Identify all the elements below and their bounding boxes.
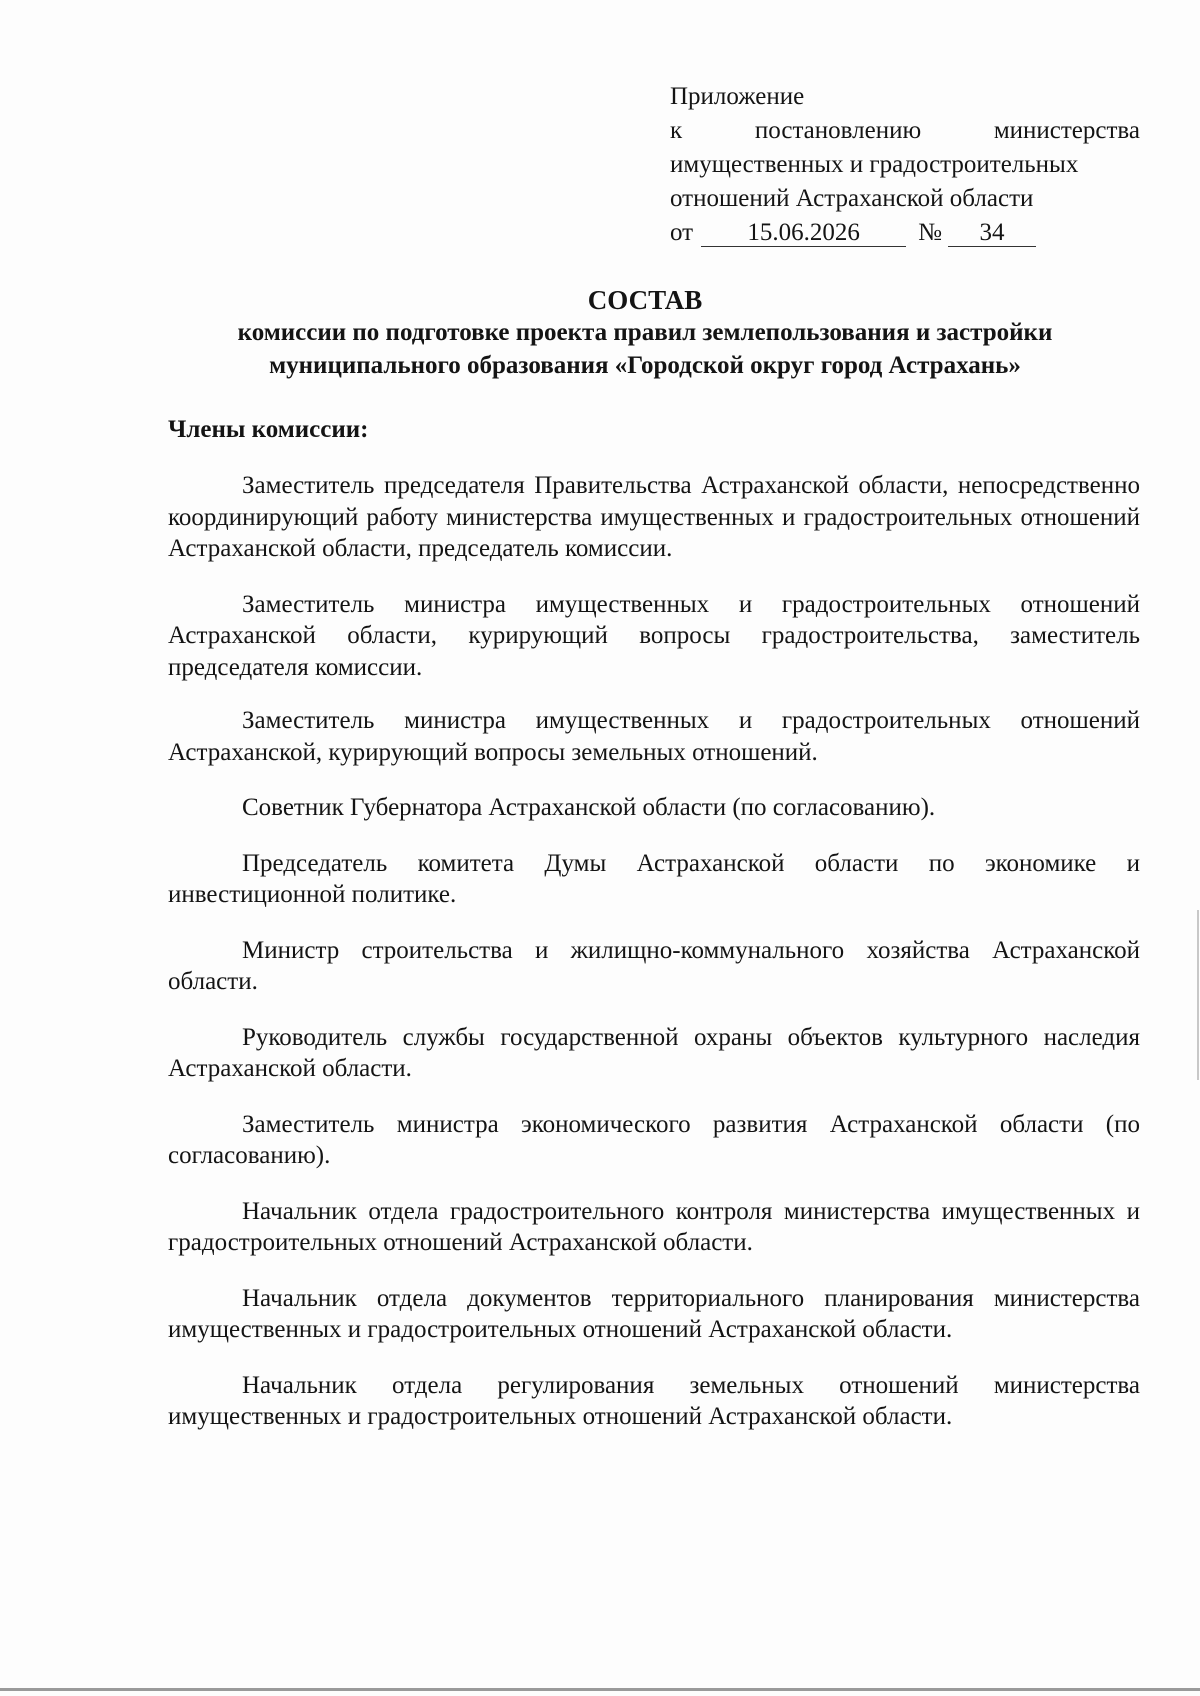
- date-prefix: от: [670, 219, 694, 246]
- member-item-6: Министр строительства и жилищно-коммунального хозяйства Астраханской области.: [168, 936, 1140, 995]
- member-item-5: Председатель комитета Думы Астраханской области по экономике и инвестиционной политике.: [168, 849, 1140, 908]
- appendix-title: Приложение: [670, 83, 805, 110]
- subtitle-line-2: муниципального образования «Городской округ город Астрахань»: [269, 352, 1021, 379]
- members-label: Члены комиссии:: [168, 416, 369, 443]
- scan-right-edge: [1197, 910, 1199, 1080]
- member-item-1: Заместитель председателя Правительства Астраханской области, непосредственно координирующий работу министерства имущественных и градостроительных отношений Астраханской области, председатель комиссии.: [168, 472, 1140, 562]
- subtitle-line-1: комиссии по подготовке проекта правил землепользования и застройки: [237, 319, 1053, 346]
- number-prefix: №: [918, 219, 942, 246]
- member-item-7: Руководитель службы государственной охраны объектов культурного наследия Астраханской области.: [168, 1023, 1140, 1082]
- appendix-header: [670, 80, 1140, 250]
- appendix-line-4: отношений Астраханской области: [670, 185, 1034, 212]
- appendix-k: к: [670, 117, 683, 144]
- member-item-11: Начальник отдела регулирования земельных отношений министерства имущественных и градостроительных отношений Астраханской области.: [168, 1371, 1140, 1430]
- member-item-3: Заместитель министра имущественных и градостроительных отношений Астраханской, курирующий вопросы земельных отношений.: [168, 707, 1140, 766]
- member-item-4: Советник Губернатора Астраханской области (по согласованию).: [242, 794, 936, 821]
- date-value: 15.06.2026: [701, 220, 906, 247]
- scan-bottom-edge: [0, 1688, 1200, 1691]
- appendix-line-3: имущественных и градостроительных: [670, 151, 1079, 178]
- document-subtitle: [150, 316, 1140, 382]
- appendix-line-2: [670, 114, 1140, 148]
- member-item-10: Начальник отдела документов территориального планирования министерства имущественных и градостроительных отношений Астраханской области.: [168, 1284, 1140, 1343]
- appendix-word-postanovleniyu: постановлению: [754, 117, 922, 144]
- member-item-2: Заместитель министра имущественных и градостроительных отношений Астраханской области, курирующий вопросы градостроительства, заместитель председателя комиссии.: [168, 590, 1140, 681]
- appendix-date-line: [670, 216, 1140, 250]
- number-value: 34: [948, 220, 1036, 247]
- member-item-8: Заместитель министра экономического развития Астраханской области (по согласованию).: [168, 1110, 1140, 1169]
- document-title: СОСТАВ: [587, 285, 703, 315]
- members-list: [168, 470, 1140, 1457]
- appendix-word-ministerstva: министерства: [993, 117, 1140, 144]
- member-item-9: Начальник отдела градостроительного контроля министерства имущественных и градостроительных отношений Астраханской области.: [168, 1197, 1140, 1256]
